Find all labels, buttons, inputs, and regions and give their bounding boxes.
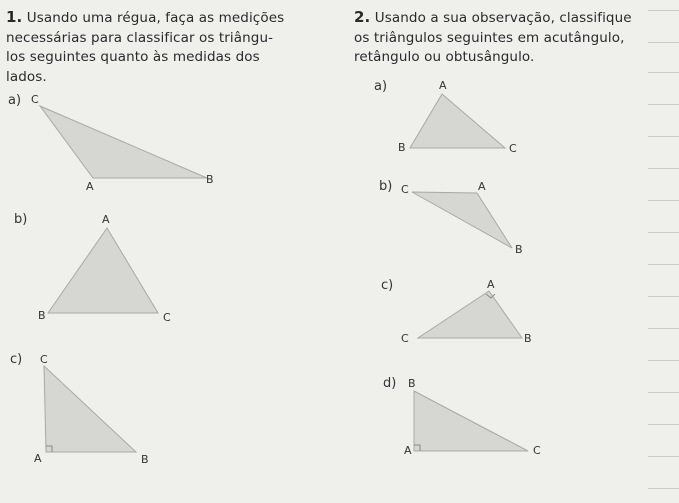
q1c-vertex-a: A xyxy=(34,452,42,465)
question-1-line: lados. xyxy=(6,68,47,85)
q2a-vertex-c: C xyxy=(509,142,517,155)
q1b-triangle xyxy=(48,228,158,313)
q2b-vertex-b: B xyxy=(515,243,523,256)
q2-item-d-label: d) xyxy=(383,376,397,391)
q1b-vertex-c: C xyxy=(163,311,171,324)
q2-item-b-label: b) xyxy=(379,179,393,194)
question-1-line: Usando uma régua, faça as medições xyxy=(26,10,285,26)
q2c-vertex-b: B xyxy=(524,332,532,345)
q2b-vertex-c: C xyxy=(401,183,409,196)
q2-item-a-label: a) xyxy=(374,79,388,94)
q1c-vertex-b: B xyxy=(141,453,149,466)
q2c-triangle xyxy=(418,291,522,338)
q1a-vertex-b: B xyxy=(206,173,214,186)
q2d-vertex-b: B xyxy=(408,377,416,390)
q2b-vertex-a: A xyxy=(478,180,486,193)
q2a-vertex-b: B xyxy=(398,141,406,154)
q1c-triangle xyxy=(44,366,136,452)
q2-item-c-label: c) xyxy=(381,278,394,293)
question-1-line: necessárias para classificar os triângu- xyxy=(6,29,274,46)
q1-item-a-label: a) xyxy=(8,93,22,108)
q1a-vertex-c: C xyxy=(31,93,39,106)
q2a-triangle xyxy=(410,94,505,148)
q1-item-b-label: b) xyxy=(14,212,28,227)
question-1-number: 1. xyxy=(6,8,23,26)
q2c-vertex-c: C xyxy=(401,332,409,345)
q1b-vertex-a: A xyxy=(102,213,110,226)
q2d-triangle xyxy=(414,391,528,451)
q2b-triangle xyxy=(412,192,512,248)
question-1-line: los seguintes quanto às medidas dos xyxy=(6,49,260,65)
question-2-number: 2. xyxy=(354,8,371,26)
q2c-vertex-a: A xyxy=(487,278,495,291)
q1-item-c-label: c) xyxy=(10,352,23,367)
q2d-vertex-a: A xyxy=(404,444,412,457)
q1a-vertex-a: A xyxy=(86,180,94,193)
q2a-vertex-a: A xyxy=(439,79,447,92)
question-2-line: os triângulos seguintes em acutângulo, xyxy=(354,29,625,46)
question-2-line: retângulo ou obtusângulo. xyxy=(354,49,535,65)
question-2-line: Usando a sua observação, classifique xyxy=(374,10,632,26)
q1b-vertex-b: B xyxy=(38,309,46,322)
q1c-vertex-c: C xyxy=(40,353,48,366)
q1a-triangle xyxy=(40,106,207,178)
q2d-vertex-c: C xyxy=(533,444,541,457)
